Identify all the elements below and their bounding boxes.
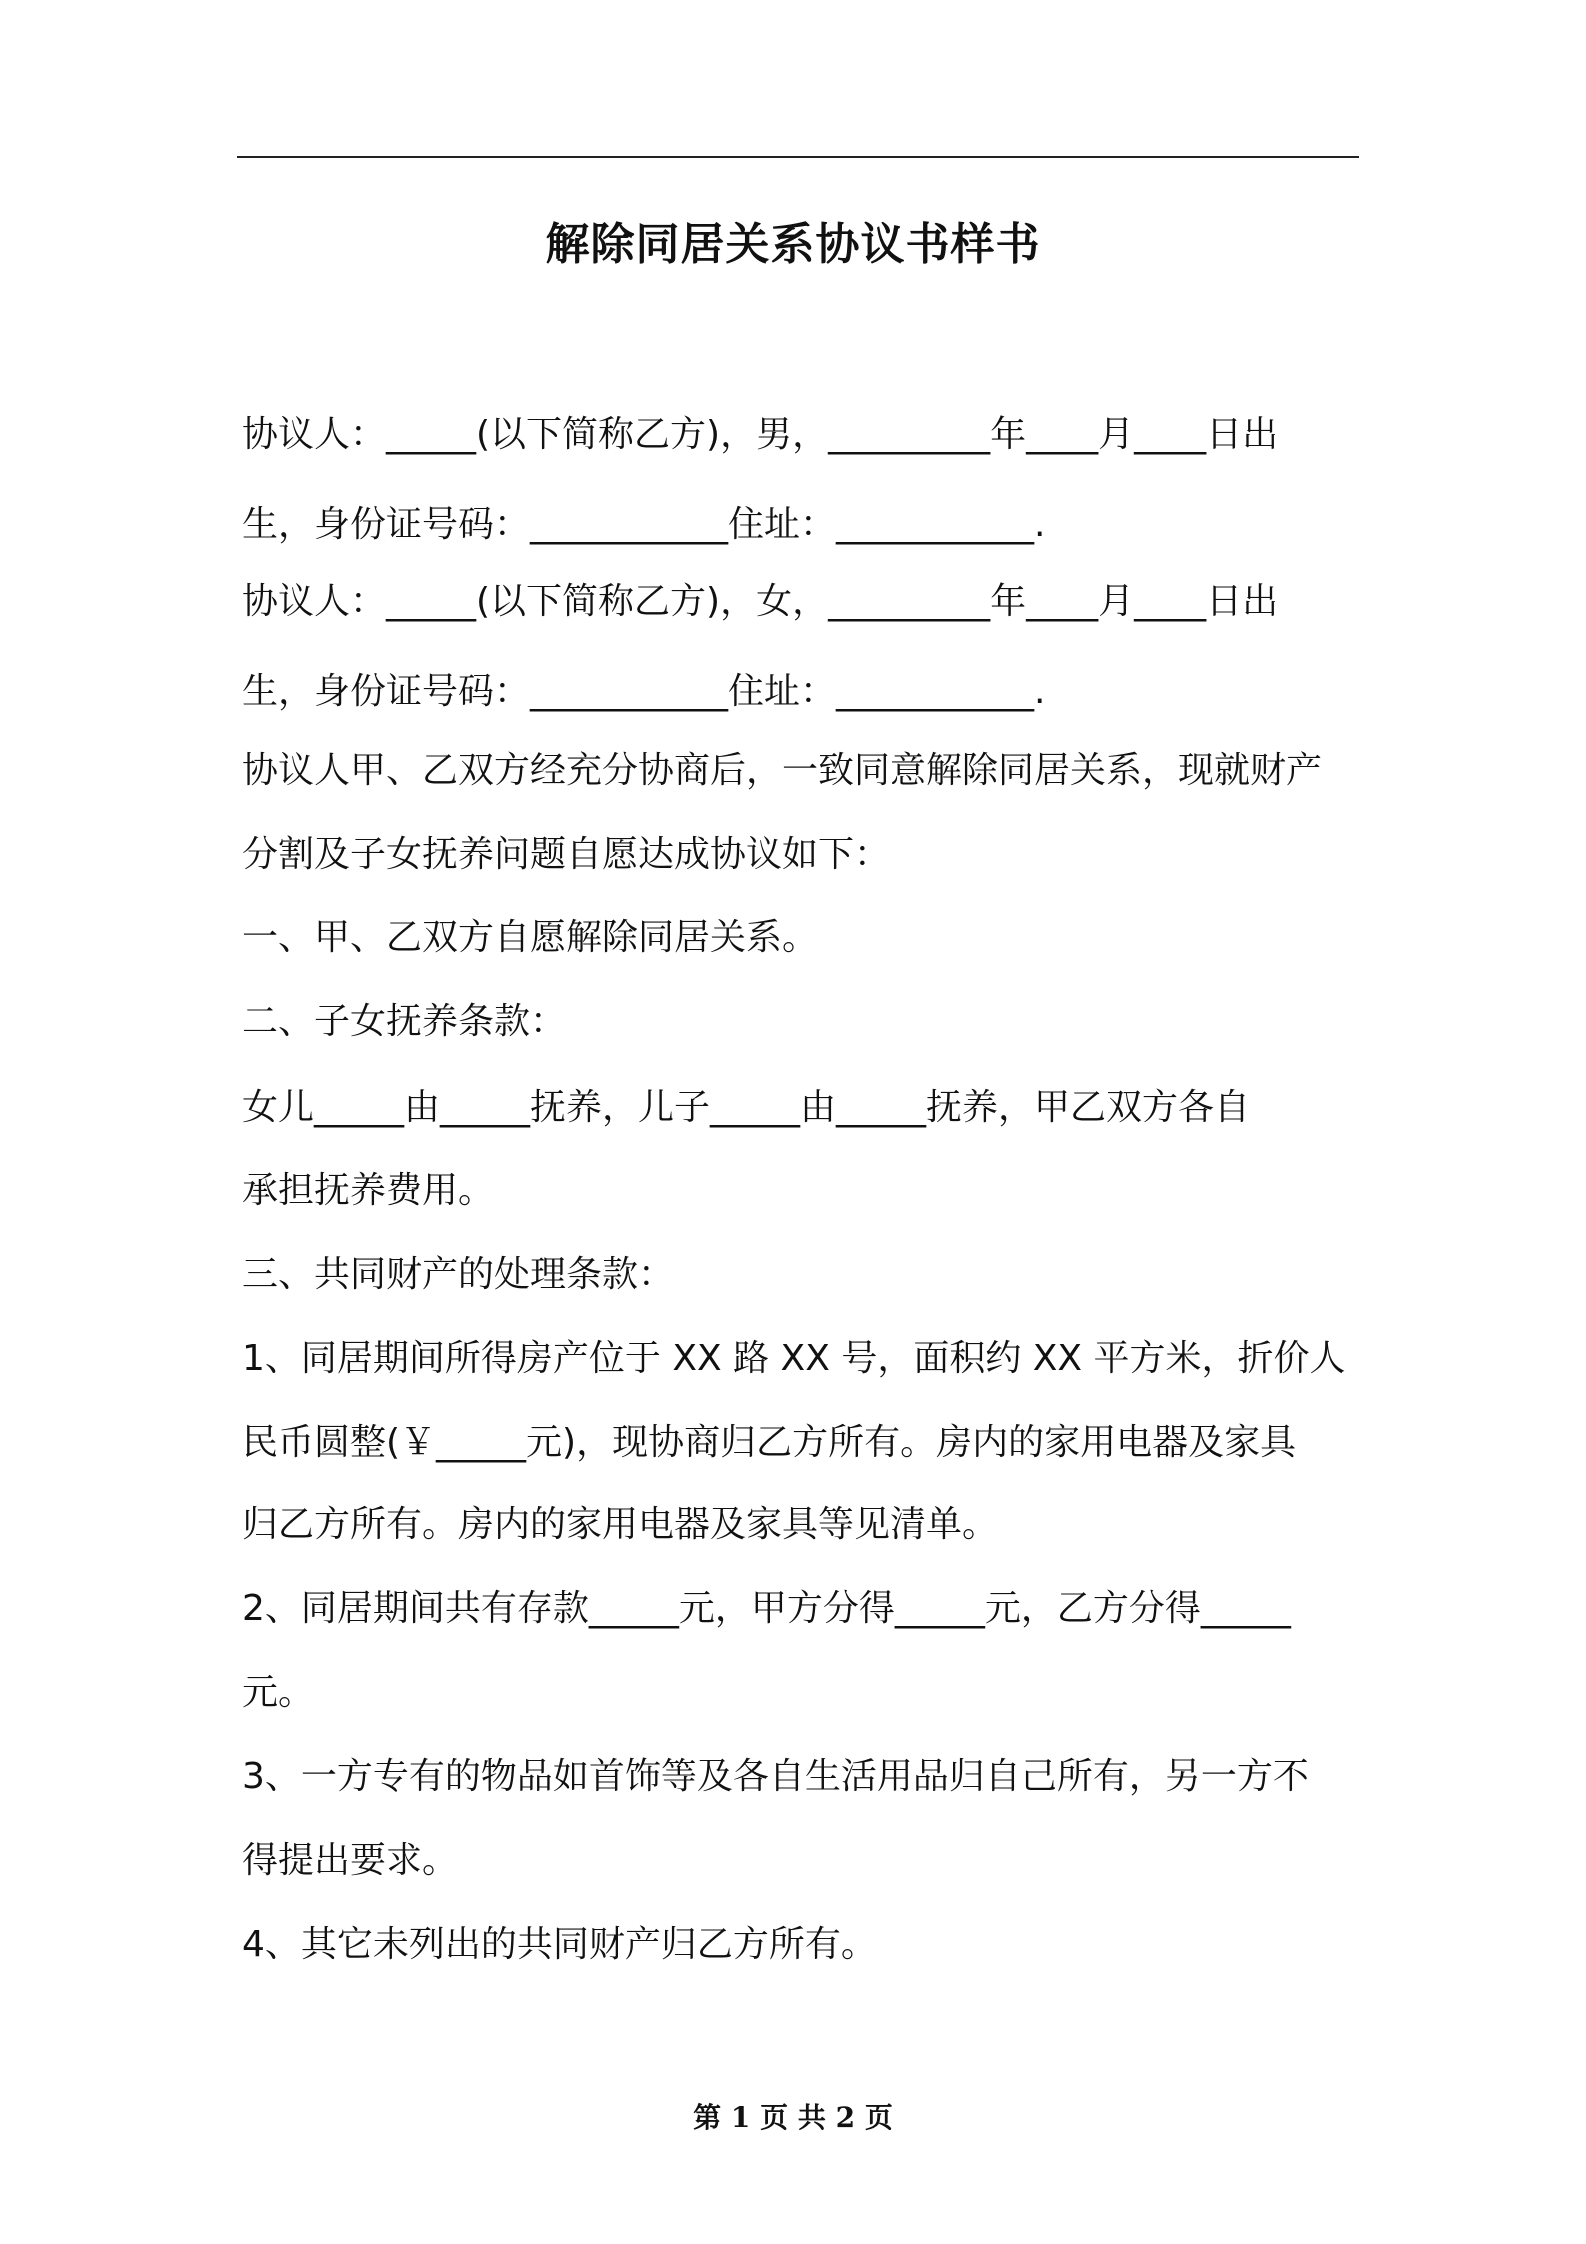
text-line: 生，身份证号码：___________住址：___________. [242, 671, 1046, 712]
text-line: 承担抚养费用。 [242, 1170, 495, 1211]
text-line: 二、子女抚养条款： [242, 1001, 567, 1042]
page-footer: 第 1 页 共 2 页 [693, 2101, 893, 2134]
text-line: 协议人甲、乙双方经充分协商后，一致同意解除同居关系，现就财产 [242, 750, 1323, 791]
text-line: 协议人：_____(以下简称乙方)，女，_________年____月____日出 [242, 581, 1279, 622]
text-line: 得提出要求。 [242, 1840, 459, 1881]
text-line: 元。 [242, 1672, 315, 1713]
text-line: 分割及子女抚养问题自愿达成协议如下： [242, 834, 891, 875]
text-line: 归乙方所有。房内的家用电器及家具等见清单。 [242, 1504, 999, 1545]
text-line: 民币圆整(￥_____元)，现协商归乙方所有。房内的家用电器及家具 [242, 1422, 1297, 1463]
text-line: 3、一方专有的物品如首饰等及各自生活用品归自己所有，另一方不 [242, 1756, 1309, 1797]
text-line: 生，身份证号码：___________住址：___________. [242, 504, 1046, 545]
text-line: 协议人：_____(以下简称乙方)，男，_________年____月____日出 [242, 414, 1279, 455]
document-title: 解除同居关系协议书样书 [545, 219, 1041, 270]
text-line: 一、甲、乙双方自愿解除同居关系。 [242, 917, 819, 958]
text-line: 2、同居期间共有存款_____元，甲方分得_____元，乙方分得_____ [242, 1588, 1291, 1629]
header-rule [237, 156, 1359, 158]
text-line: 1、同居期间所得房产位于 XX 路 XX 号，面积约 XX 平方米，折价人 [242, 1338, 1346, 1379]
text-line: 女儿_____由_____抚养，儿子_____由_____抚养，甲乙双方各自 [242, 1087, 1251, 1128]
text-line: 三、共同财产的处理条款： [242, 1254, 675, 1295]
text-line: 4、其它未列出的共同财产归乙方所有。 [242, 1924, 877, 1965]
